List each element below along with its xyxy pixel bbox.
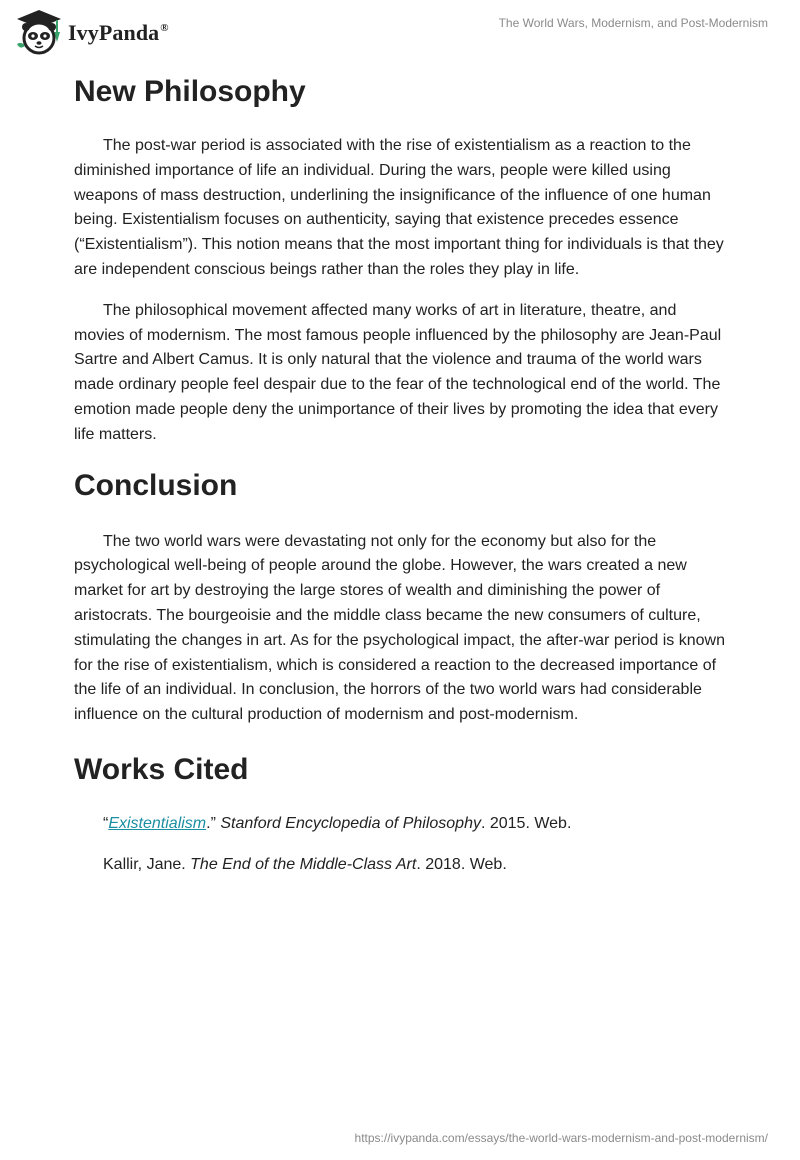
document-title: The World Wars, Modernism, and Post-Modernism bbox=[498, 16, 768, 30]
essay-content bbox=[74, 72, 726, 878]
citation-item: “Existentialism.” Stanford Encyclopedia of Philosophy. 2015. Web. bbox=[103, 814, 572, 832]
panda-graduate-icon bbox=[14, 8, 64, 56]
paragraph: The two world wars were devastating not only for the economy but also for the psychological well-being of people around the globe. However, the wars created a new market for art by destroying the large stores of wealth and diminishing the power of aristocrats. The bourgeoisie and the middle class became the new consumers of culture, stimulating the changes in art. As for the psychological impact, the after-war period is known for the rise of existentialism, which is considered a reaction to the decreased importance of the life of an individual. In conclusion, the horrors of the two world wars had considerable influence on the cultural production of modernism and post-modernism. bbox=[74, 532, 725, 724]
paragraph: The philosophical movement affected many works of art in literature, theatre, and movies of modernism. The most famous people influenced by the philosophy are Jean-Paul Sartre and Albert Camus. It is only natural that the violence and trauma of the world wars made ordinary people feel despair due to the fear of the technological end of the world. The emotion made people deny the unimportance of their lives by promoting the idea that every life matters. bbox=[74, 301, 722, 443]
heading-conclusion: Conclusion bbox=[74, 468, 238, 502]
footer-url: https://ivypanda.com/essays/the-world-wars-modernism-and-post-modernism/ bbox=[354, 1131, 768, 1145]
logo-wordmark: IvyPanda® bbox=[68, 20, 169, 45]
paragraph: The post-war period is associated with the rise of existentialism as a reaction to the diminished importance of life an individual. During the wars, people were killed using weapons of mass destruction, underlining the insignificance of the influence of one human being. Existentialism focuses on authenticity, saying that existence precedes essence (“Existentialism”). This notion means that the most important thing for individuals is that they are independent conscious beings rather than the roles they play in life. bbox=[74, 137, 724, 278]
heading-new-philosophy: New Philosophy bbox=[74, 75, 306, 108]
ivypanda-logo[interactable] bbox=[14, 8, 169, 56]
existentialism-link[interactable]: Existentialism bbox=[108, 814, 207, 832]
citation-item: Kallir, Jane. The End of the Middle-Class Art. 2018. Web. bbox=[103, 855, 507, 873]
page-header bbox=[0, 0, 800, 60]
heading-works-cited: Works Cited bbox=[74, 752, 249, 786]
